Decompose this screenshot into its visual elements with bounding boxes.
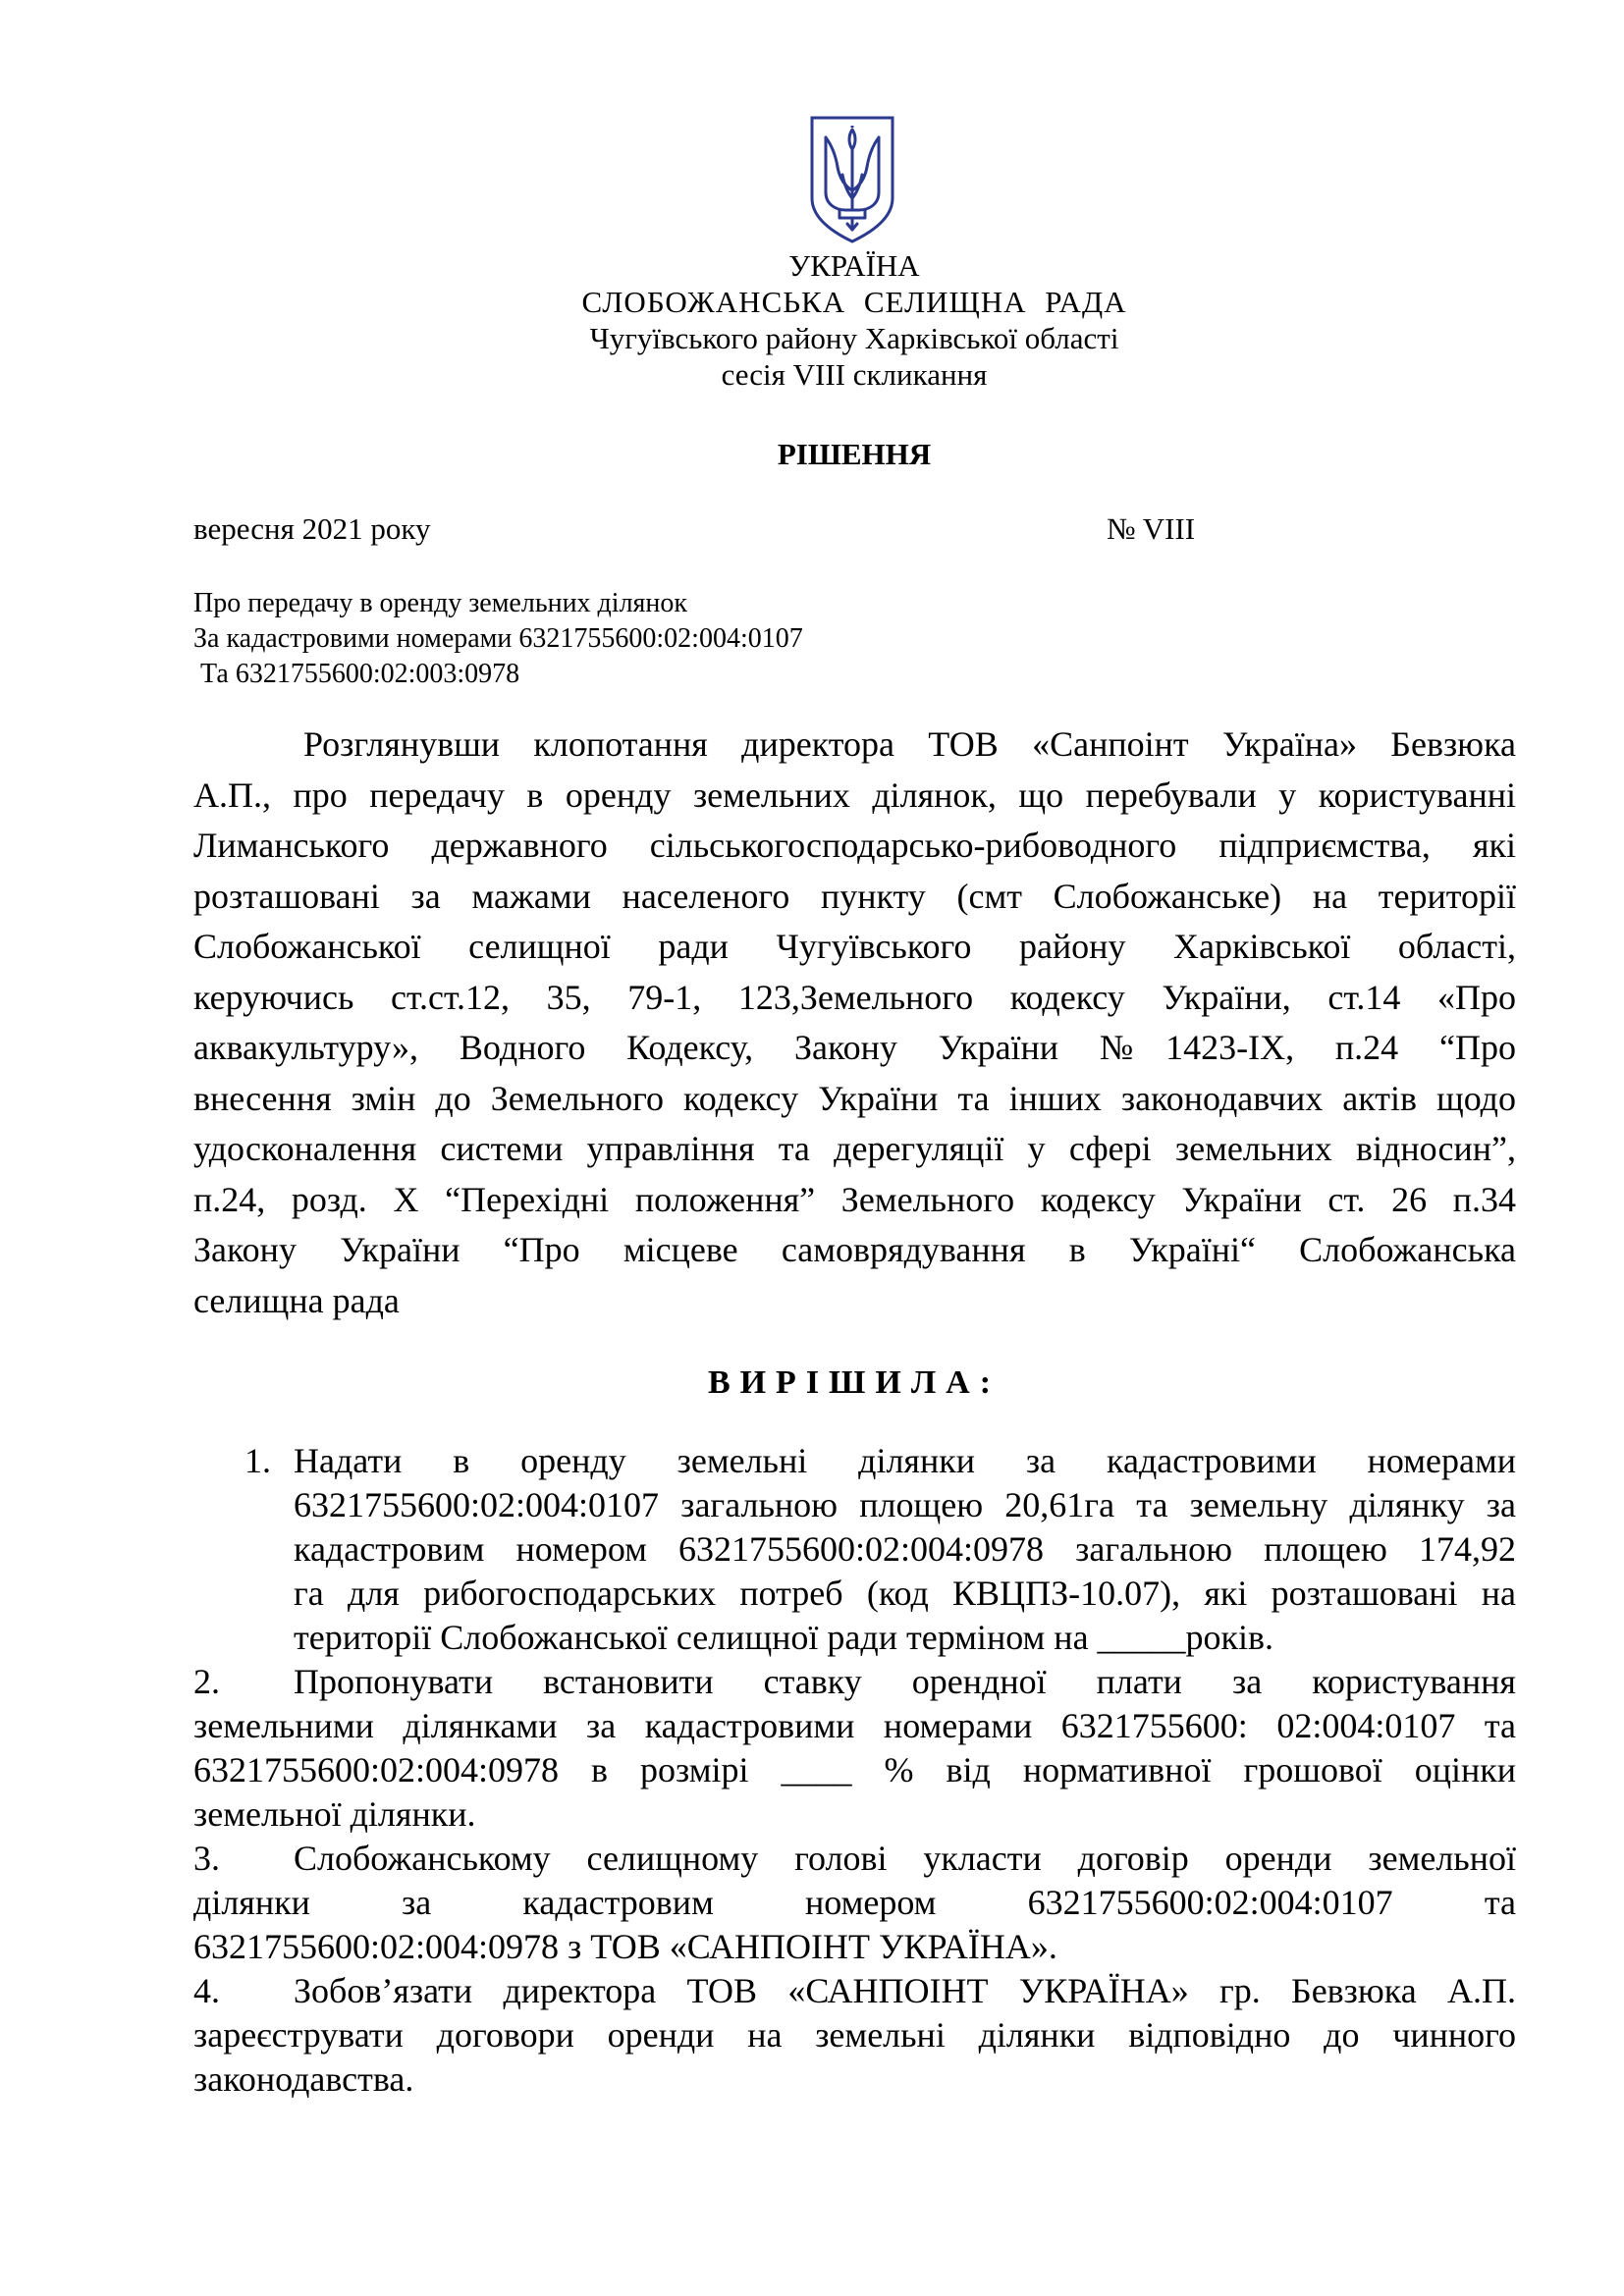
- list-item-line: зареєструвати договори оренди на земельні ділянки відповідно до чинного: [193, 2015, 1516, 2055]
- preamble-line: аквакультуру», Водного Кодексу, Закону України №1423-IX, п.24 “Про: [193, 1028, 1516, 1067]
- list-item-line: земельної ділянки.: [193, 1794, 476, 1834]
- preamble-paragraph: [193, 720, 1516, 1326]
- trident-emblem-icon: [808, 116, 896, 243]
- preamble-line: удосконалення системи управління та дерегуляції у сфері земельних відносин”,: [193, 1129, 1516, 1168]
- decision-number: № VIII: [1107, 511, 1196, 546]
- preamble-line: керуючись ст.ст.12, 35, 79-1, 123,Земельного кодексу України, ст.14 «Про: [193, 977, 1516, 1017]
- list-item-number: 2.: [193, 1662, 220, 1701]
- list-item-line: Надати в оренду земельні ділянки за кадастровими номерами: [294, 1441, 1516, 1480]
- preamble-line: селищна рада: [193, 1280, 400, 1320]
- preamble-line: розташовані за мажами населеного пункту (смт Слобожанське) на території: [193, 876, 1516, 916]
- list-item-line: ділянки за кадастровим номером 6321755600:02:004:0107 та: [193, 1883, 1516, 1922]
- list-item: [193, 1969, 1516, 2102]
- list-item: [193, 1660, 1516, 1837]
- preamble-line: Лиманського державного сільськогосподарсько-рибоводного підприємства, які: [193, 826, 1516, 865]
- list-item-line: 6321755600:02:004:0107 загальною площею 20,61га та земельну ділянку за: [294, 1485, 1516, 1524]
- document-title: РІШЕННЯ: [777, 437, 932, 471]
- decision-list: [193, 1439, 1516, 2102]
- preamble-line: Закону України “Про місцеве самоврядування в Україні“ Слобожанська: [193, 1230, 1516, 1269]
- list-item: [193, 1837, 1516, 1969]
- preamble-line: внесення змін до Земельного кодексу України та інших законодавчих актів щодо: [193, 1078, 1516, 1118]
- subject-line: Про передачу в оренду земельних ділянок: [193, 588, 688, 618]
- header-country: УКРАЇНА: [788, 248, 920, 283]
- decision-date: вересня 2021 року: [193, 511, 431, 546]
- list-item-number: 4.: [193, 1971, 220, 2010]
- list-item-number: 1.: [244, 1441, 271, 1480]
- header-session: сесія VIII скликання: [721, 357, 988, 392]
- list-item: [193, 1439, 1516, 1660]
- preamble-line: Розглянувши клопотання директора ТОВ «Санпоінт Україна» Бевзюка: [303, 724, 1516, 764]
- subject-line: Та 6321755600:02:003:0978: [200, 659, 520, 689]
- list-item-line: кадастровим номером 6321755600:02:004:0978 загальною площею 174,92: [294, 1529, 1516, 1569]
- preamble-line: А.П., про передачу в оренду земельних ділянок, що перебували у користуванні: [193, 774, 1516, 815]
- decided-heading: ВИРІШИЛА:: [707, 1364, 1001, 1401]
- list-item-line: 6321755600:02:004:0978 з ТОВ «САНПОІНТ УКРАЇНА».: [193, 1927, 1057, 1966]
- preamble-line: п.24, розд. X “Перехідні положення” Земельного кодексу України ст. 26 п.34: [193, 1179, 1516, 1219]
- list-item-line: території Слобожанської селищної ради терміном на _____років.: [294, 1618, 1274, 1657]
- list-item-line: Зобов’язати директора ТОВ «САНПОІНТ УКРАЇНА» гр. Бевзюка А.П.: [294, 1971, 1516, 2010]
- list-item-line: га для рибогосподарських потреб (код КВЦПЗ-10.07), які розташовані на: [294, 1574, 1516, 1613]
- list-item-line: Пропонувати встановити ставку орендної плати за користування: [294, 1662, 1516, 1701]
- preamble-line: Слобожанської селищної ради Чугуївського району Харківської області,: [193, 927, 1516, 966]
- list-item-number: 3.: [193, 1839, 220, 1878]
- list-item-line: 6321755600:02:004:0978 в розмірі ____ % від нормативної грошової оцінки: [193, 1750, 1516, 1789]
- list-item-line: законодавства.: [193, 2059, 414, 2099]
- list-item-line: земельними ділянками за кадастровими номерами 6321755600: 02:004:0107 та: [193, 1706, 1516, 1745]
- subject-line: За кадастровими номерами 6321755600:02:004:0107: [193, 623, 803, 654]
- list-item-line: Слобожанському селищному голові укласти договір оренди земельної: [294, 1839, 1516, 1878]
- header-council: СЛОБОЖАНСЬКА СЕЛИЩНА РАДА: [581, 285, 1127, 319]
- header-district: Чугуївського району Харківської області: [589, 321, 1119, 355]
